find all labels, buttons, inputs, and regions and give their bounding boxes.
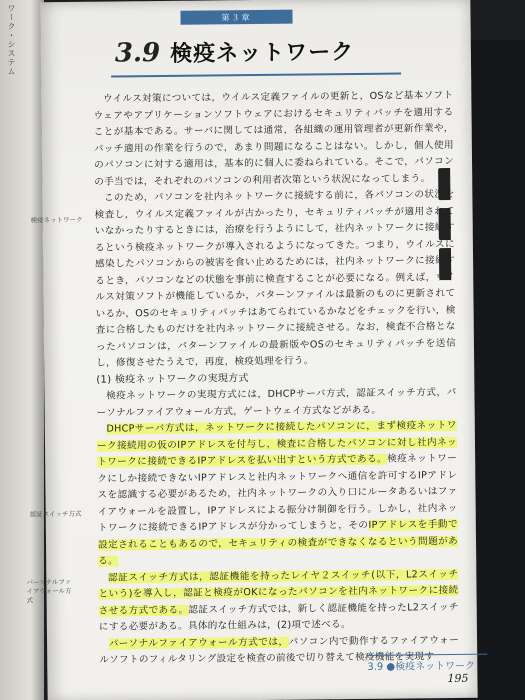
body-text [93,88,459,669]
book-page [26,0,477,700]
dhcp-tail: しかし，社内ネットワークに接続できるIPアドレスが分かってしまうと，その [97,502,458,534]
margin-note-auth-switch: 認証スイッチ方式 [29,509,82,519]
auth-switch-paragraph [98,566,459,636]
dhcp-middle: 検疫ネットワークにしか接続できないIPアドレスと社内ネットワークへ通信を許可するIPアドレスを認識する必要があるため，社内ネットワークの入り口にルータあるいはファイアウォールを設置し，IPアドレスによる振分け制御を行う。 [97,452,458,518]
title-rule [111,72,401,77]
auth-switch-tail: 認証スイッチ方式では，新しく認証機能を持ったL2スイッチにする必要がある。具体的な仕組みは，(2)項で述べる。 [98,601,459,633]
implementation-intro: 検疫ネットワークの実現方式には，DHCPサーバ方式，認証スイッチ方式，パーソナルファイアウォール方式，ゲートウェイ方式などがある。 [96,386,457,419]
dhcp-highlight: まず検疫ネットワーク接続用の仮のIPアドレスを付与し，検査に合格したパソコンに対し社内ネットワークに接続できるIPアドレスを払い出すという方式である。 [96,419,458,468]
auth-switch-highlight: 認証スイッチ方式は，認証機能を持ったレイヤ２スイッチ(以下，L2スイッチという)を導入し，認証と検疫がOKになったパソコンを社内ネットワークに接続させる方式である。 [98,568,459,617]
page-number: 195 [447,671,469,686]
section-number: 3.9 [114,38,161,69]
firewall-highlight: パーソナルファイアウォール方式では， [108,636,289,650]
margin-note-personal-fw: パーソナルファイアウォール方式 [26,577,72,605]
firewall-tail: パソコン内で動作するファイアウォールソフトのフィルタリング設定を検査の前後で切り替えて検疫機能を実現す [99,634,460,666]
paragraph-2: このため，パソコンを社内ネットワークに接続する前に，各パソコンの状況を検査し，ウイルス定義ファイルが古かったり，セキュリティパッチが適用されていなかったりするときには，治療を行うようにして，社内ネットワークに接続するという検疫ネットワークが導入されるようになってきた。つまり，ウイルスに感染したパソコンからの被害を食い止めるためには，社内ネットワークに接続するとき，パソコンなどの状態を事前に検査することが必要になる。例えば，ウイルス対策ソフトが機能しているか，パターンファイルは最新のものに更新されているか，OSのセキュリティパッチはあてられているかなどをチェックを行い，検査に合格したものだけを社内ネットワークに接続させる。なお，検査不合格となったパソコンは，パターンファイルの最新版やOSのセキュリティパッチを送信し，修復させたうえで，再度，検疫処理を行う。 [94,188,456,369]
margin-note-quarantine: 検疫ネットワーク [30,215,83,225]
spine-text: ワーク・システム [7,4,16,76]
paragraph-1: ウイルス対策については，ウイルス定義ファイルの更新と，OSなど基本ソフトウェアやアプリケーションソフトウェアにおけるセキュリティパッチを適用することが基本である。サーバに関しては通常，各組織の運用管理者が更新作業や，パッチ適用の作業を行うので，あまり問題になることはない。しかし，個人使用のパソコンに対する適用は，基本的に個人に委ねられている。そこで，パソコンの手当では，それぞれのパソコンの利用者次第という状況になってしまう。 [93,89,455,188]
dhcp-lead: DHCPサーバ方式は，ネットワークに接続したパソコンに， [106,420,377,435]
section-heading [115,35,355,69]
dhcp-tail-highlight: IPアドレスを手動で設定されることもあるので，セキュリティの検査ができなくなるという問題がある。 [97,518,459,567]
chapter-tab: 第３章 [180,10,292,25]
subsection-title: (1) 検疫ネットワークの実現方式 [96,372,249,386]
running-footer: 3.9 ●検疫ネットワーク [367,654,487,673]
dhcp-paragraph [97,418,459,570]
section-title: 検疫ネットワーク [170,39,355,67]
